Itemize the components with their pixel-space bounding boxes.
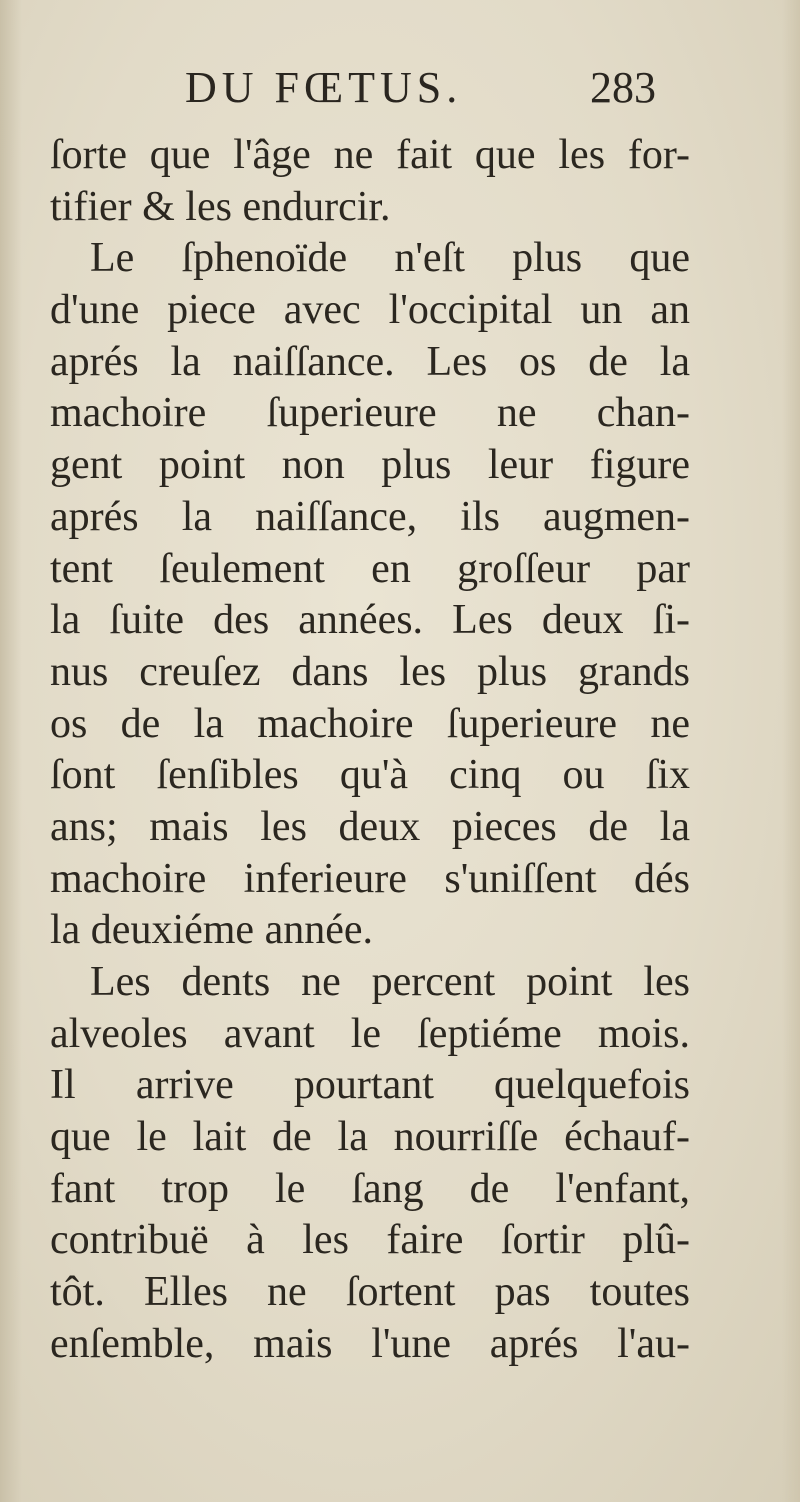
text-line: tôt. Elles ne ſortent pas toutes [50,1269,690,1316]
page-number: 283 [590,63,656,112]
page-edge-shadow [782,0,800,1502]
text-line: tifier & les endurcir. [50,183,391,230]
text-line: la ſuite des années. Les deux ſi- [50,597,690,644]
text-line: tent ſeulement en groſſeur par [50,545,690,592]
text-line: ans; mais les deux pieces de la [50,803,690,850]
text-line: nus creuſez dans les plus grands [50,648,690,695]
body-text [50,130,690,1371]
text-line: fant trop le ſang de l'enfant, [50,1165,690,1212]
text-line: os de la machoire ſuperieure ne [50,700,690,747]
text-line: machoire inferieure s'uniſſent dés [50,855,690,902]
text-line: la deuxiéme année. [50,907,373,954]
running-head [0,62,800,122]
text-line: aprés la naiſſance, ils augmen- [50,493,690,540]
page-gutter-shadow [0,0,22,1502]
text-line: alveoles avant le ſeptiéme mois. [50,1010,690,1057]
text-line: enſemble, mais l'une aprés l'au- [50,1320,690,1367]
text-line: contribuë à les faire ſortir plû- [50,1217,690,1264]
text-line: d'une piece avec l'occipital un an [50,287,690,334]
text-line: ſont ſenſibles qu'à cinq ou ſix [50,752,690,799]
text-line: ſorte que l'âge ne fait que les for- [50,132,690,178]
text-line: gent point non plus leur figure [50,442,690,489]
text-line: Il arrive pourtant quelquefois [50,1062,690,1109]
text-line: aprés la naiſſance. Les os de la [50,338,690,385]
running-title: DU FŒTUS. [185,63,463,112]
text-line: que le lait de la nourriſſe échauf- [50,1114,690,1161]
text-line: Les dents ne percent point les [90,959,690,1005]
text-line: machoire ſuperieure ne chan- [50,390,690,437]
text-line: Le ſphenoïde n'eſt plus que [90,235,690,282]
